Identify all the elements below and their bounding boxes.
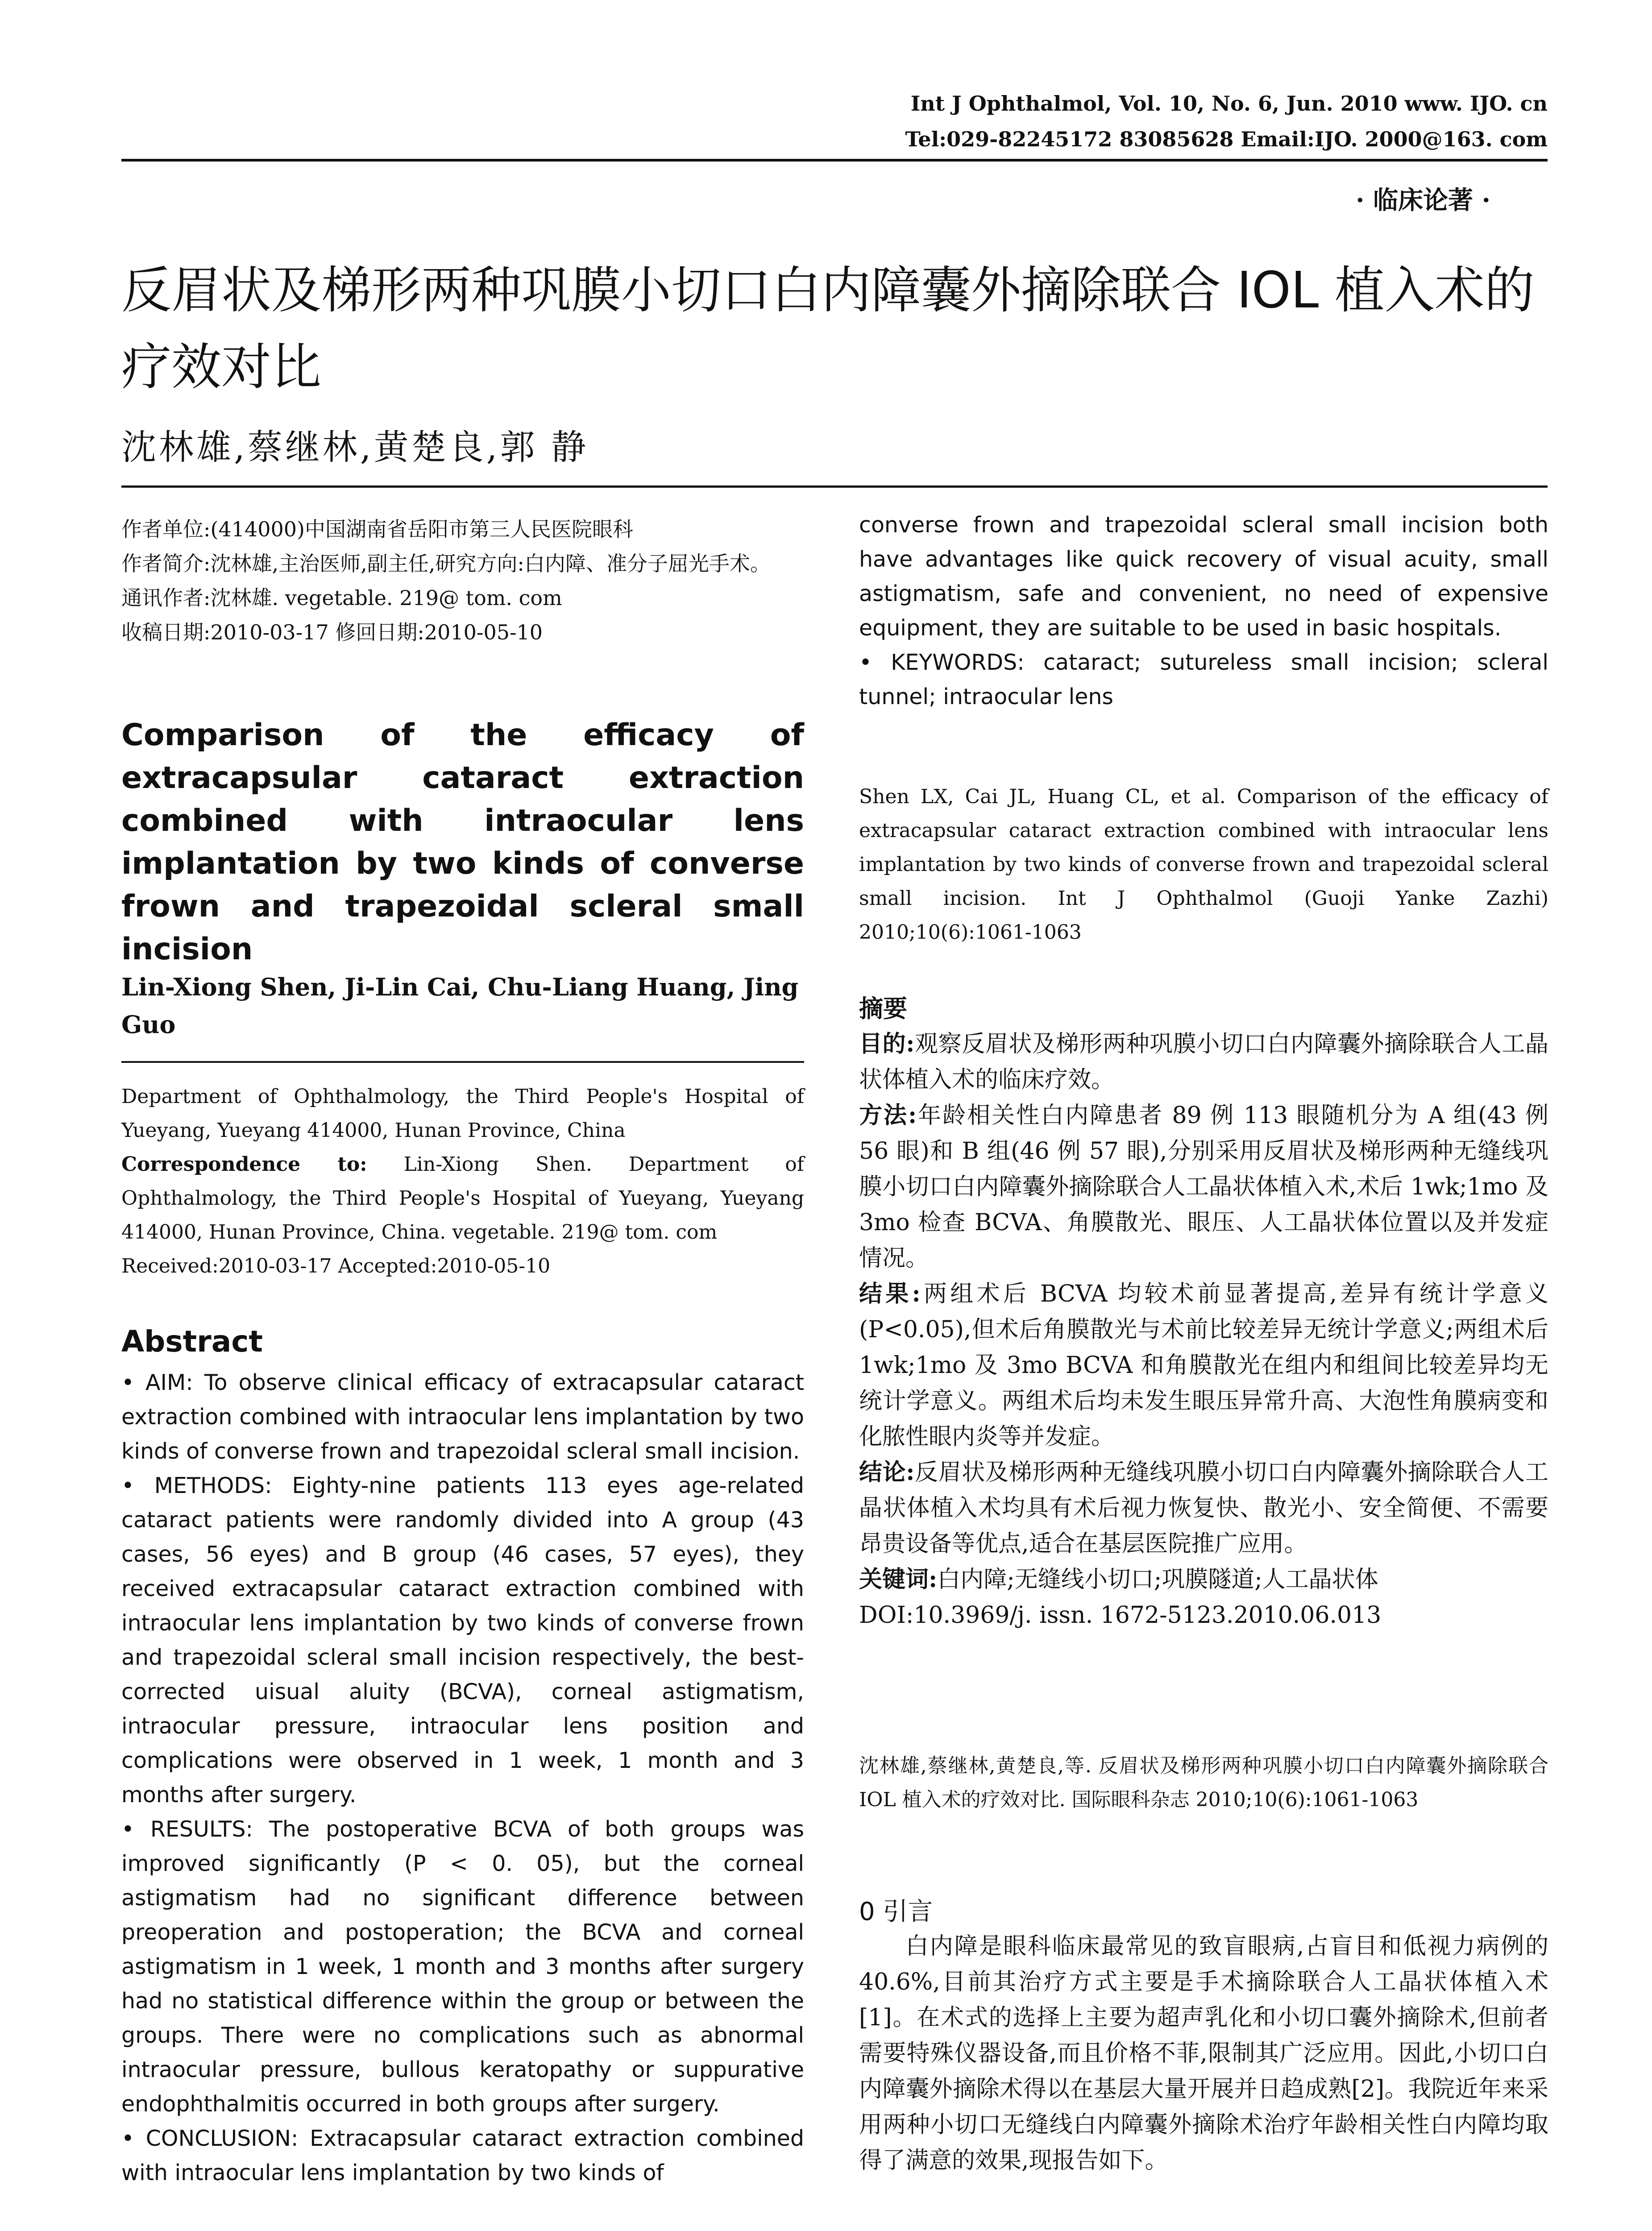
- results-text: The postoperative BCVA of both groups was improved significantly (P < 0. 05), but the corneal astigmatism had no significant difference between preoperation and postoperation; the BCVA and corneal astigmatism in 1 week, 1 month and 3 months after surgery had no statistical difference within the group or between the groups. There were no complications such as abnormal intraocular pressure, bullous keratopathy or suppurative endophthalmitis occurred in both groups after surgery.: [121, 1816, 804, 2117]
- correspondence-label: Correspondence to:: [121, 1153, 367, 1176]
- zhaiyao-methods: [859, 1098, 1548, 1276]
- affiliation-cn: [121, 512, 804, 650]
- methods-text: Eighty-nine patients 113 eyes age-related cataract patients were randomly divided into A group (43 cases, 56 eyes) and B group (46 cases, 57 eyes), they received extracapsular cataract extraction combined with intraocular lens implantation by two kinds of converse frown and trapezoidal scleral small incision respectively, the best-corrected uisual aluity (BCVA), corneal astigmatism, intraocular pressure, intraocular lens position and complications were observed in 1 week, 1 month and 3 months after surgery.: [121, 1473, 804, 1808]
- keywords-label: • KEYWORDS:: [859, 650, 1025, 675]
- abstract-keywords: [859, 645, 1548, 714]
- zy-conclusion-text: 反眉状及梯形两种无缝线巩膜小切口白内障囊外摘除联合人工晶状体植入术均具有术后视力恢复快、散光小、安全简便、不需要昂贵设备等优点,适合在基层医院推广应用。: [859, 1459, 1548, 1557]
- authors-en: Lin-Xiong Shen, Ji-Lin Cai, Chu-Liang Huang, Jing Guo: [121, 973, 799, 1039]
- zhaiyao-keywords: [859, 1562, 1548, 1597]
- results-label: • RESULTS:: [121, 1816, 253, 1842]
- paper-title-cn: 反眉状及梯形两种巩膜小切口白内障囊外摘除联合 IOL 植入术的疗效对比: [121, 261, 1535, 396]
- affil-dates: 收稿日期:2010-03-17 修回日期:2010-05-10: [121, 620, 543, 644]
- abstract-aim: [121, 1365, 804, 1468]
- header-rule: [121, 159, 1548, 162]
- affil-en-dept: Department of Ophthalmology, the Third People's Hospital of Yueyang, Yueyang 414000, Hunan Province, China: [121, 1085, 804, 1142]
- intro-heading: 0 引言: [859, 1897, 933, 1926]
- zhaiyao-body: [859, 1026, 1548, 1633]
- affil-unit: 作者单位:(414000)中国湖南省岳阳市第三人民医院眼科: [121, 517, 633, 541]
- authors-cn: 沈林雄,蔡继林,黄楚良,郭 静: [121, 427, 589, 468]
- affiliation-rule: [121, 1061, 804, 1063]
- zy-methods-text: 年龄相关性白内障患者 89 例 113 眼随机分为 A 组(43 例 56 眼)和 B 组(46 例 57 眼),分别采用反眉状及梯形两种无缝线巩膜小切口白内障囊外摘除联合人工晶状体植入术,术后 1wk;1mo 及 3mo 检查 BCVA、角膜散光、眼压、人工晶状体位置以及并发症情况。: [859, 1102, 1548, 1272]
- affil-en-dates: Received:2010-03-17 Accepted:2010-05-10: [121, 1255, 551, 1277]
- abstract-heading: Abstract: [121, 1324, 263, 1359]
- abstract-methods: [121, 1468, 804, 1812]
- affil-author-intro: 作者简介:沈林雄,主治医师,副主任,研究方向:白内障、准分子屈光手术。: [121, 552, 771, 576]
- intro-body: 白内障是眼科临床最常见的致盲眼病,占盲目和低视力病例的 40.6%,目前其治疗方式主要是手术摘除联合人工晶状体植入术[1]。在术式的选择上主要为超声乳化和小切口囊外摘除术,但前者需要特殊仪器设备,而且价格不菲,限制其广泛应用。因此,小切口白内障囊外摘除术得以在基层大量开展并日趋成熟[2]。我院近年来采用两种小切口无缝线白内障囊外摘除术治疗年龄相关性白内障均取得了满意的效果,现报告如下。: [859, 1933, 1548, 2174]
- citation-cn: 沈林雄,蔡继林,黄楚良,等. 反眉状及梯形两种巩膜小切口白内障囊外摘除联合 IOL 植入术的疗效对比. 国际眼科杂志 2010;10(6):1061-1063: [859, 1754, 1548, 1811]
- conclusion-label: • CONCLUSION:: [121, 2126, 299, 2151]
- zy-methods-label: 方法:: [859, 1102, 917, 1129]
- zy-aim-text: 观察反眉状及梯形两种巩膜小切口白内障囊外摘除联合人工晶状体植入术的临床疗效。: [859, 1031, 1548, 1093]
- zy-results-text: 两组术后 BCVA 均较术前显著提高,差异有统计学意义(P<0.05),但术后角膜散光与术前比较差异无统计学意义;两组术后 1wk;1mo 及 3mo BCVA 和角膜散光在组内和组间比较差异均无统计学意义。两组术后均未发生眼压异常升高、大泡性角膜病变和化脓性眼内炎等并发症。: [859, 1281, 1548, 1450]
- zy-results-label: 结果:: [859, 1280, 921, 1307]
- journal-header-line2: Tel:029-82245172 83085628 Email:IJO. 2000@163. com: [905, 127, 1548, 151]
- paper-title-en: Comparison of the efficacy of extracapsular cataract extraction combined with intraocular lens implantation by two kinds of converse frown and trapezoidal scleral small incision: [121, 717, 804, 967]
- affil-en-correspondence: [121, 1148, 804, 1249]
- title-rule: [121, 485, 1548, 488]
- zy-keywords-text: 白内障;无缝线小切口;巩膜隧道;人工晶状体: [937, 1566, 1378, 1593]
- zhaiyao-results: [859, 1276, 1548, 1455]
- journal-header-line1: Int J Ophthalmol, Vol. 10, No. 6, Jun. 2010 www. IJO. cn: [910, 91, 1548, 116]
- conclusion-text-right: converse frown and trapezoidal scleral small incision both have advantages like quick recovery of visual acuity, small astigmatism, safe and convenient, no need of expensive equipment, they are suitable to be used in basic hospitals.: [859, 512, 1548, 641]
- citation-en: Shen LX, Cai JL, Huang CL, et al. Comparison of the efficacy of extracapsular cataract extraction combined with intraocular lens implantation by two kinds of converse frown and trapezoidal scleral small incision. Int J Ophthalmol (Guoji Yanke Zazhi) 2010;10(6):1061-1063: [859, 785, 1548, 944]
- correspondence-text: Lin-Xiong Shen. Department of Ophthalmology, the Third People's Hospital of Yueyang, Yueyang 414000, Hunan Province, China. vegetable. 219@ tom. com: [121, 1153, 805, 1244]
- methods-label: • METHODS:: [121, 1473, 272, 1498]
- zhaiyao-heading: 摘要: [859, 995, 907, 1023]
- aim-label: • AIM:: [121, 1370, 193, 1395]
- zhaiyao-doi: DOI:10.3969/j. issn. 1672-5123.2010.06.013: [859, 1602, 1382, 1629]
- zy-conclusion-label: 结论:: [859, 1459, 915, 1486]
- abstract-continued: [859, 508, 1548, 714]
- zy-aim-label: 目的:: [859, 1030, 915, 1057]
- conclusion-text-left: Extracapsular cataract extraction combined with intraocular lens implantation by two kinds of: [121, 2126, 804, 2185]
- abstract-results: [121, 1812, 804, 2121]
- zhaiyao-conclusion: [859, 1455, 1548, 1562]
- affil-corresponding: 通讯作者:沈林雄. vegetable. 219@ tom. com: [121, 586, 562, 610]
- section-label: · 临床论著 ·: [1356, 186, 1490, 215]
- zy-keywords-label: 关键词:: [859, 1566, 938, 1593]
- zhaiyao-aim: [859, 1026, 1548, 1098]
- abstract-body: [121, 1365, 804, 2190]
- affiliation-en: [121, 1080, 804, 1283]
- aim-text: To observe clinical efficacy of extracapsular cataract extraction combined with intraocular lens implantation by two kinds of converse frown and trapezoidal scleral small incision.: [121, 1370, 804, 1464]
- keywords-text: cataract; sutureless small incision; scleral tunnel; intraocular lens: [859, 650, 1548, 709]
- abstract-conclusion-start: [121, 2121, 804, 2190]
